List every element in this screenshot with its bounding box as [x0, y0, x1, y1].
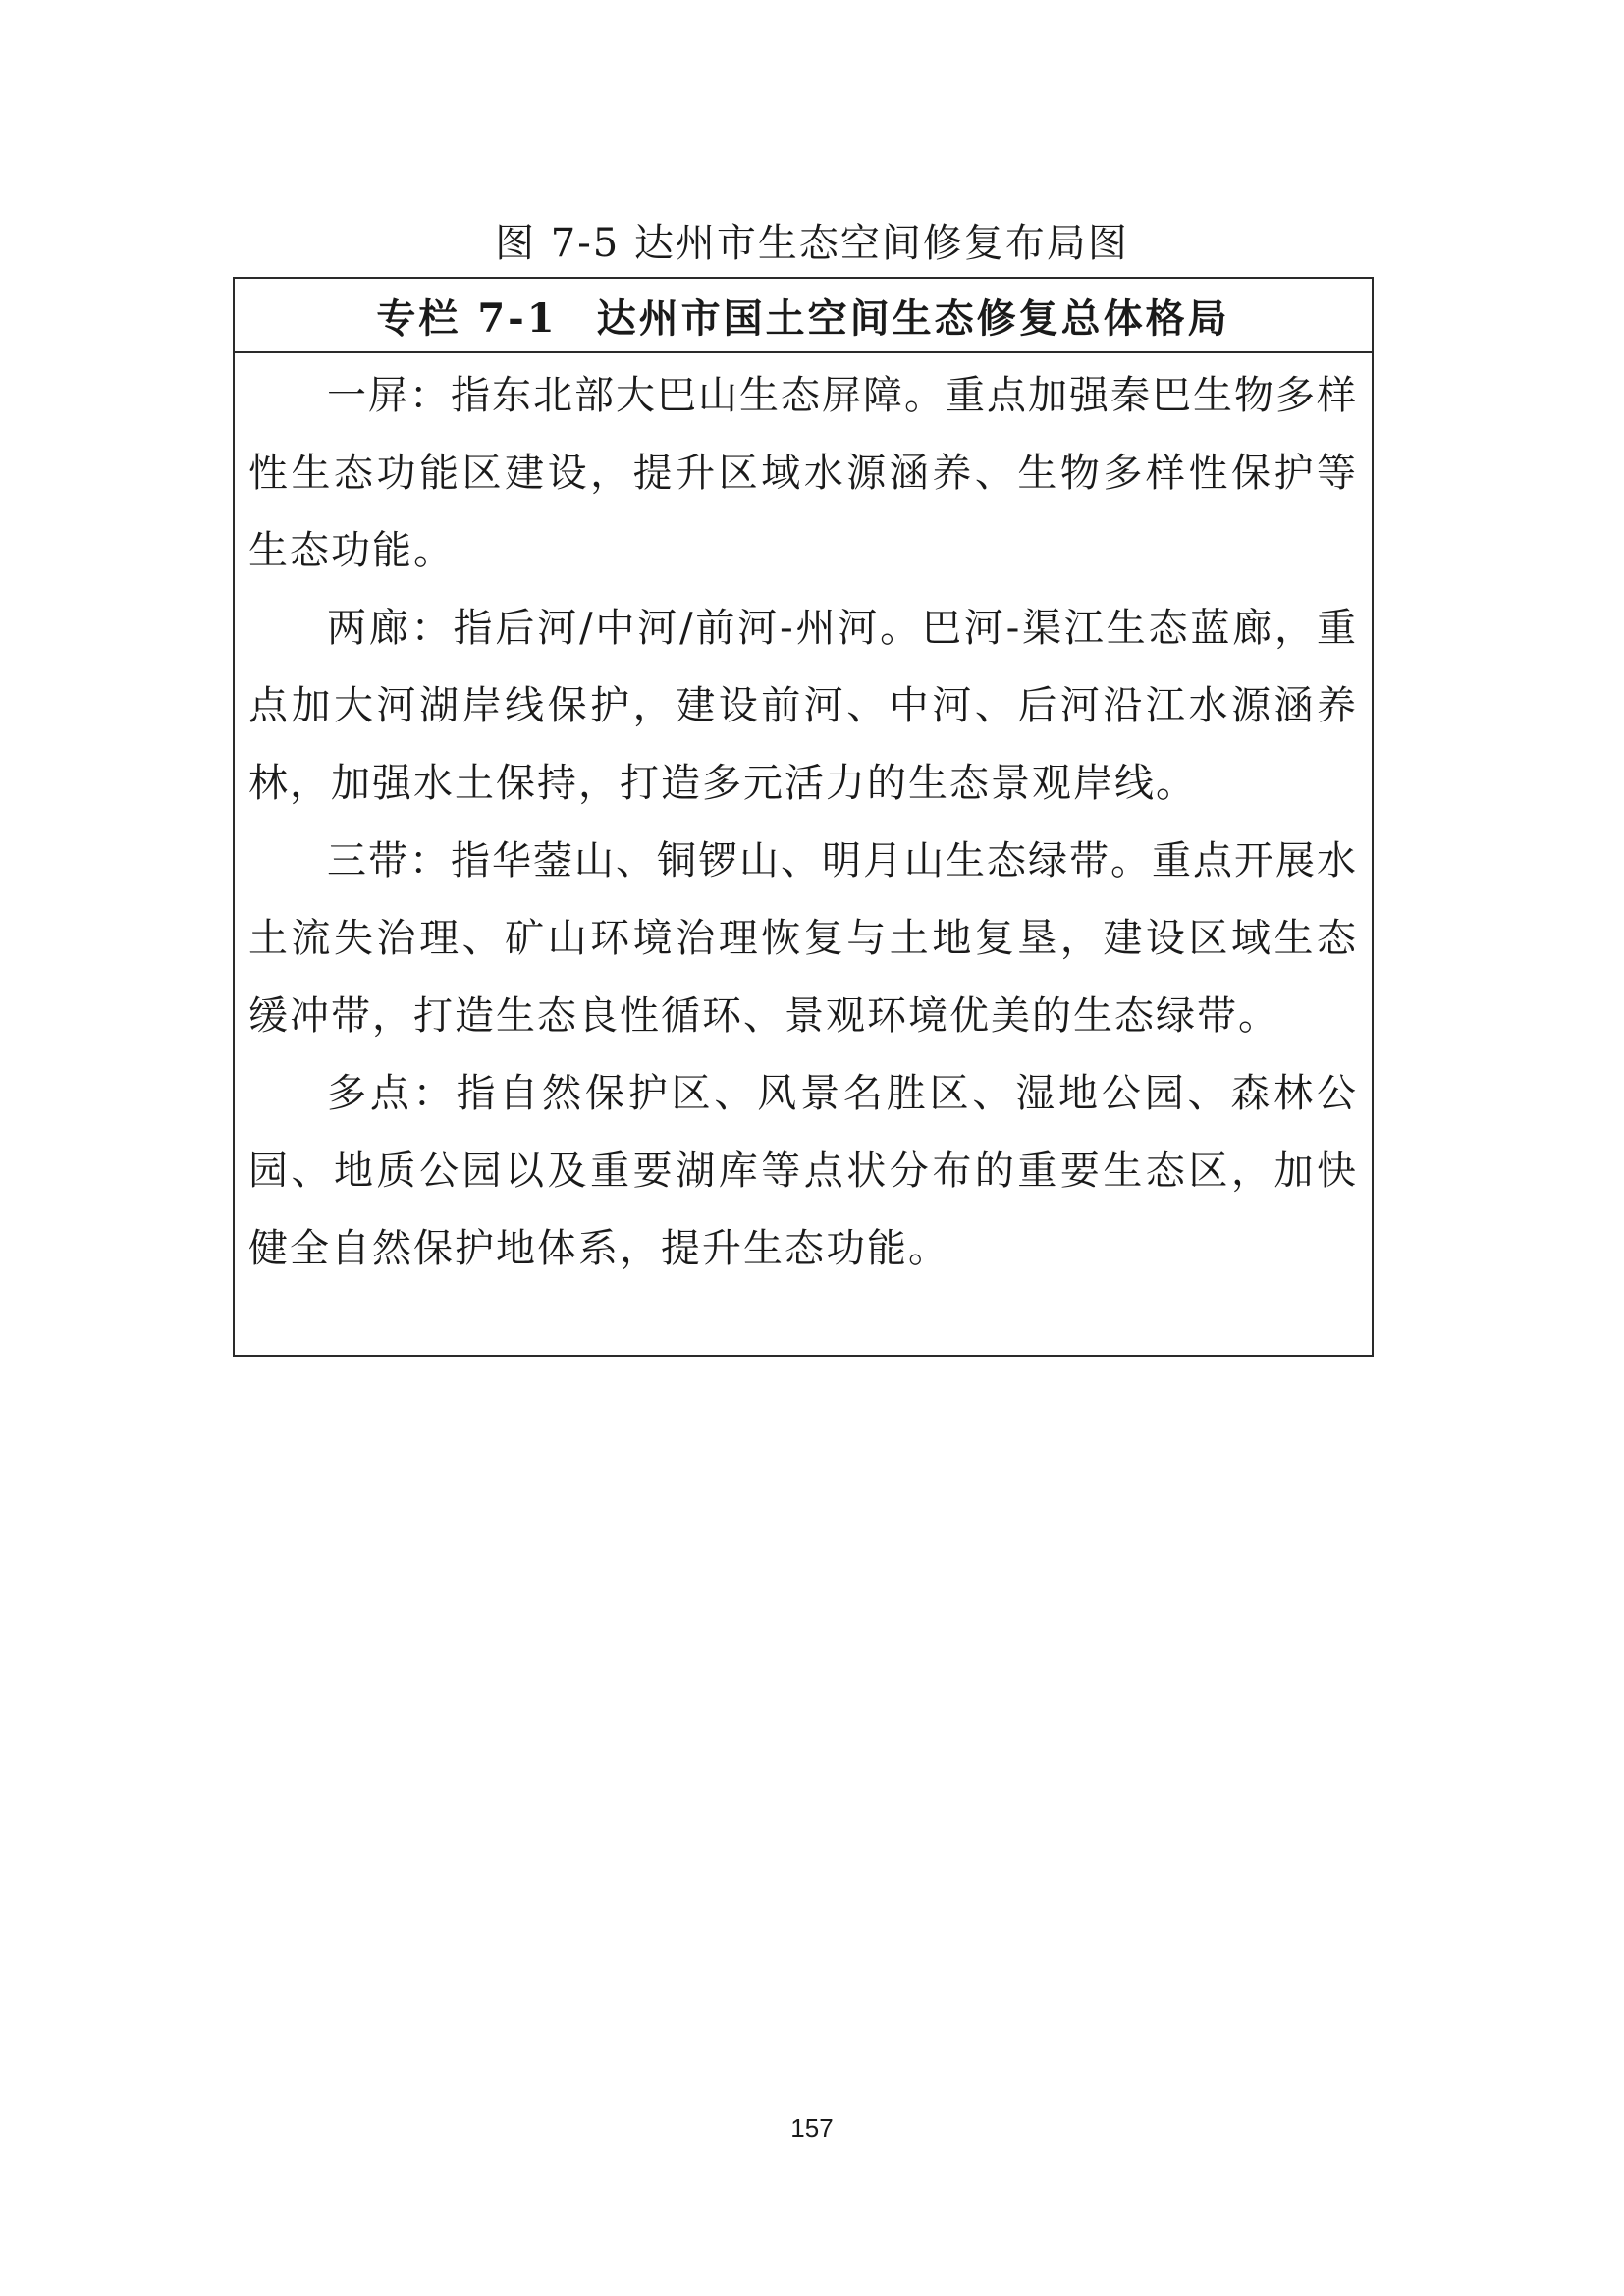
column-box-header	[235, 279, 1372, 353]
column-box	[233, 277, 1374, 1357]
paragraph-two-corridors: 两廊：指后河/中河/前河-州河。巴河-渠江生态蓝廊，重点加大河湖岸线保护，建设前河、中河、后河沿江水源涵养林，加强水土保持，打造多元活力的生态景观岸线。	[248, 606, 1358, 806]
paragraph-one-screen: 一屏：指东北部大巴山生态屏障。重点加强秦巴生物多样性生态功能区建设，提升区域水源涵养、生物多样性保护等生态功能。	[248, 373, 1358, 573]
paragraph-multi-points: 多点：指自然保护区、风景名胜区、湿地公园、森林公园、地质公园以及重要湖库等点状分布的重要生态区，加快健全自然保护地体系，提升生态功能。	[248, 1071, 1358, 1271]
figure-caption: 图 7-5 达州市生态空间修复布局图	[495, 221, 1129, 266]
column-box-body	[235, 353, 1372, 1288]
paragraph-three-belts: 三带：指华蓥山、铜锣山、明月山生态绿带。重点开展水土流失治理、矿山环境治理恢复与土地复垦，建设区域生态缓冲带，打造生态良性循环、景观环境优美的生态绿带。	[248, 838, 1358, 1039]
column-box-label: 专栏 7-1	[376, 294, 558, 342]
page-number: 157	[790, 2113, 834, 2143]
column-box-title: 达州市国土空间生态修复总体格局	[596, 294, 1230, 342]
